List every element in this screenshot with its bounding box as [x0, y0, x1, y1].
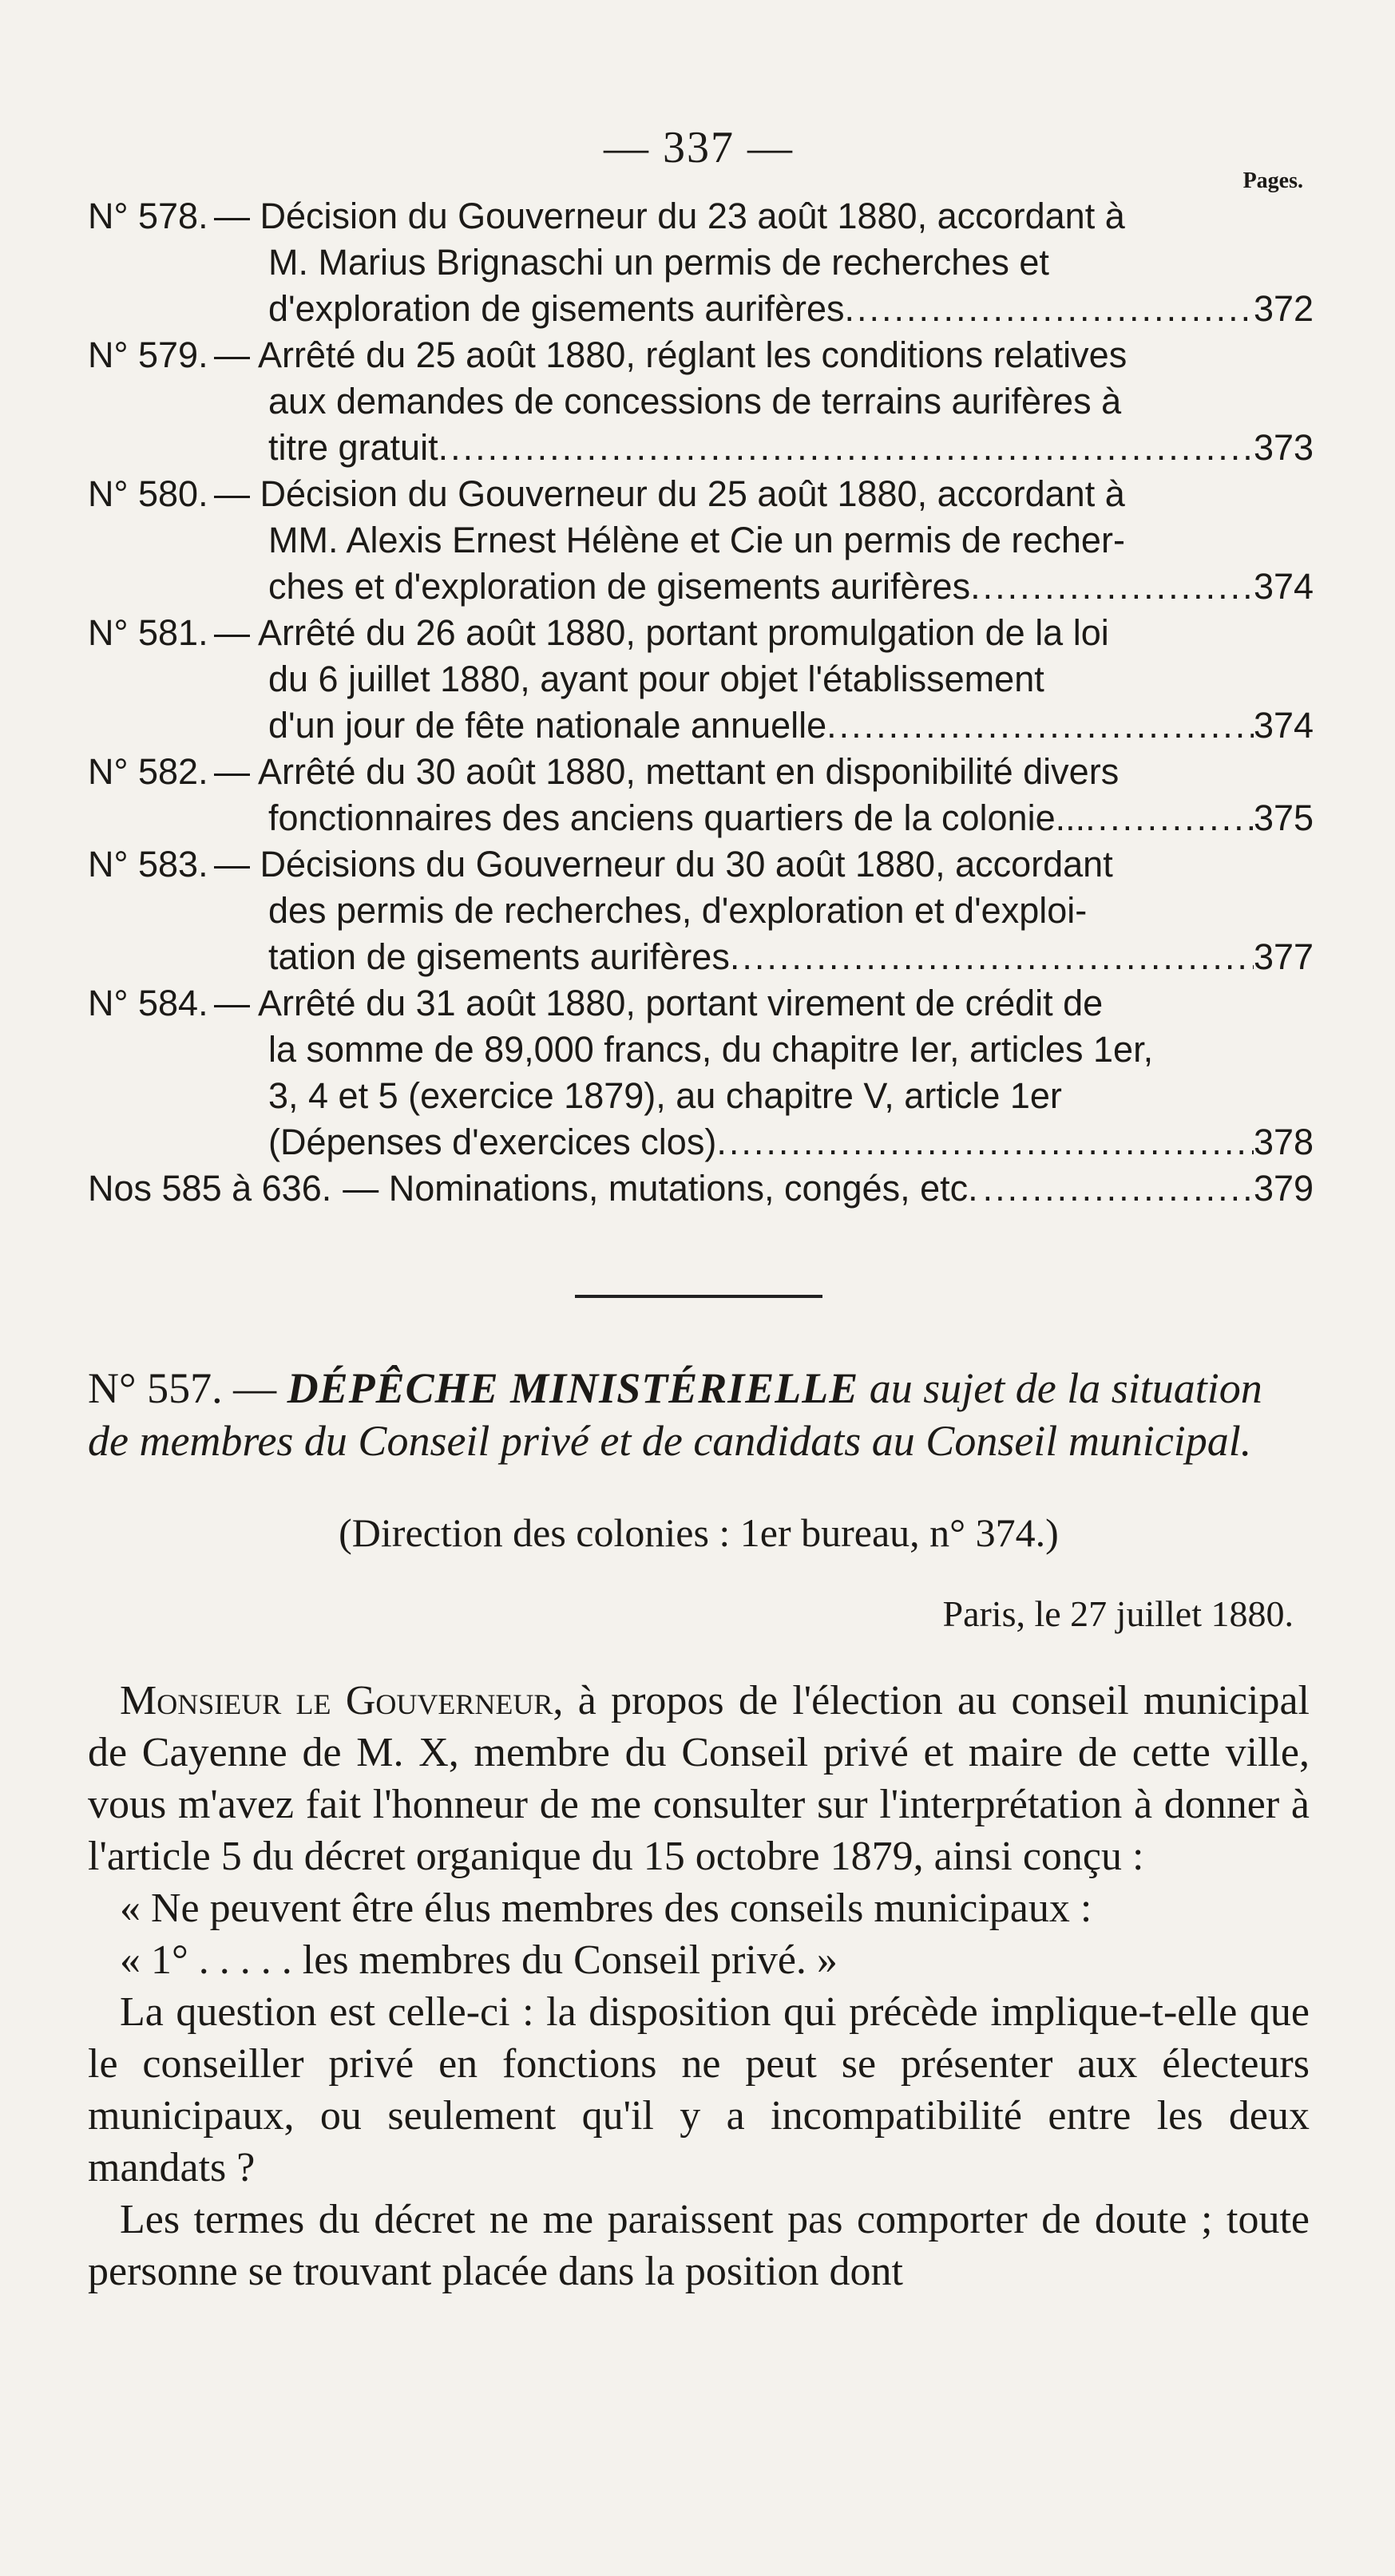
toc-entry-number: N° 578.	[88, 196, 208, 236]
toc-page-number: 377	[1254, 936, 1314, 977]
toc-entry-579	[88, 332, 1314, 471]
toc-leader-dots	[978, 1165, 1254, 1212]
page-number: — 337 —	[604, 123, 794, 172]
toc-leader-dots	[716, 1119, 1254, 1165]
toc-leader-dots	[970, 564, 1254, 610]
toc-entry-line: — Nominations, mutations, congés, etc.	[343, 1168, 978, 1209]
toc-entry-line: fonctionnaires des anciens quartiers de la colonie...	[268, 797, 1086, 838]
toc-entry-line: MM. Alexis Ernest Hélène et Cie un permis de recher-	[268, 520, 1125, 560]
toc-entry-line: d'un jour de fête nationale annuelle	[268, 705, 827, 746]
paragraph: Les termes du décret ne me paraissent pas comporter de doute ; toute personne se trouvant placée dans la position dont	[88, 2197, 1310, 2294]
toc-entry-line: du 6 juillet 1880, ayant pour objet l'établissement	[268, 659, 1044, 699]
toc-entry-line: — Décision du Gouverneur du 23 août 1880, accordant à	[214, 196, 1125, 236]
toc-entry-line: ches et d'exploration de gisements aurifères	[268, 566, 971, 607]
toc-entry-number: Nos 585 à 636.	[88, 1168, 332, 1209]
document-title: DÉPÊCHE MINISTÉRIELLE	[287, 1364, 859, 1412]
salutation: Monsieur le Gouverneur,	[120, 1678, 564, 1723]
toc-page-number: 375	[1254, 797, 1314, 838]
toc-entry-number: N° 584.	[88, 983, 208, 1023]
document-number: N° 557. —	[88, 1364, 277, 1412]
toc-entry-583	[88, 841, 1314, 980]
table-of-contents	[88, 193, 1314, 1212]
toc-entry-number: N° 582.	[88, 751, 208, 792]
toc-entry-line: (Dépenses d'exercices clos)	[268, 1122, 717, 1162]
paragraph	[88, 1675, 1310, 1882]
toc-entry-line: titre gratuit	[268, 427, 438, 468]
toc-page-number: 373	[1254, 427, 1314, 468]
toc-entry-number: N° 581.	[88, 612, 208, 653]
toc-entry-582	[88, 749, 1314, 841]
toc-entry-number: N° 580.	[88, 473, 208, 514]
toc-entry-line: — Décisions du Gouverneur du 30 août 1880, accordant	[214, 844, 1113, 884]
toc-entry-number: N° 579.	[88, 334, 208, 375]
section-divider	[575, 1295, 822, 1298]
toc-entry-line: — Arrêté du 26 août 1880, portant promulgation de la loi	[214, 612, 1109, 653]
toc-page-number: 378	[1254, 1122, 1314, 1162]
toc-entry-number: N° 583.	[88, 844, 208, 884]
toc-leader-dots	[730, 934, 1254, 980]
toc-entry-line: — Arrêté du 30 août 1880, mettant en disponibilité divers	[214, 751, 1120, 792]
paragraph: La question est celle-ci : la disposition qui précède implique-t-elle que le conseiller privé en fonctions ne peut se présenter aux électeurs municipaux, ou seulement qu'il y a incompatibilité entre les deux mandats ?	[88, 1989, 1310, 2190]
toc-leader-dots	[845, 286, 1254, 332]
toc-entry-line: la somme de 89,000 francs, du chapitre Ier, articles 1er,	[268, 1029, 1154, 1070]
toc-page-number: 379	[1254, 1168, 1314, 1209]
document-page	[88, 120, 1314, 2297]
toc-entry-584	[88, 980, 1314, 1165]
paragraph: « Ne peuvent être élus membres des conseils municipaux :	[120, 1886, 1092, 1931]
document-subject: au sujet de la situation de membres du Conseil privé et de candidats au Conseil municipal.	[88, 1364, 1262, 1465]
toc-entry-585-636	[88, 1165, 1314, 1212]
toc-page-number: 374	[1254, 566, 1314, 607]
toc-entry-581	[88, 610, 1314, 749]
toc-page-number: 372	[1254, 288, 1314, 329]
toc-entry-line: 3, 4 et 5 (exercice 1879), au chapitre V, article 1er	[268, 1075, 1062, 1116]
toc-entry-line: des permis de recherches, d'exploration et d'exploi-	[268, 890, 1088, 931]
document-heading	[88, 1362, 1310, 1467]
toc-leader-dots	[1085, 795, 1254, 841]
toc-entry-578	[88, 193, 1314, 332]
toc-entry-line: M. Marius Brignaschi un permis de recherches et	[268, 242, 1049, 283]
dateline: Paris, le 27 juillet 1880.	[942, 1593, 1294, 1634]
paragraph: « 1° . . . . . les membres du Conseil privé. »	[120, 1937, 838, 1983]
toc-entry-line: — Arrêté du 31 août 1880, portant virement de crédit de	[214, 983, 1104, 1023]
toc-entry-line: — Arrêté du 25 août 1880, réglant les conditions relatives	[214, 334, 1127, 375]
toc-entry-line: d'exploration de gisements aurifères	[268, 288, 845, 329]
toc-entry-580	[88, 471, 1314, 610]
toc-page-number: 374	[1254, 705, 1314, 746]
direction-reference: (Direction des colonies : 1er bureau, n° 374.)	[339, 1510, 1059, 1555]
pages-column-label: Pages.	[1242, 168, 1303, 193]
toc-entry-line: — Décision du Gouverneur du 25 août 1880, accordant à	[214, 473, 1125, 514]
letter-body	[88, 1675, 1310, 2297]
toc-entry-line: aux demandes de concessions de terrains aurifères à	[268, 381, 1122, 421]
toc-leader-dots	[826, 702, 1254, 749]
paragraph-text: à propos de l'élection au conseil municipal de Cayenne de M. X, membre du Conseil privé et maire de cette ville, vous m'avez fait l'honneur de me consulter sur l'interprétation à donner à l'article 5 du décret organique du 15 octobre 1879, ainsi conçu :	[88, 1678, 1310, 1879]
toc-leader-dots	[438, 425, 1254, 471]
toc-entry-line: tation de gisements aurifères	[268, 936, 730, 977]
